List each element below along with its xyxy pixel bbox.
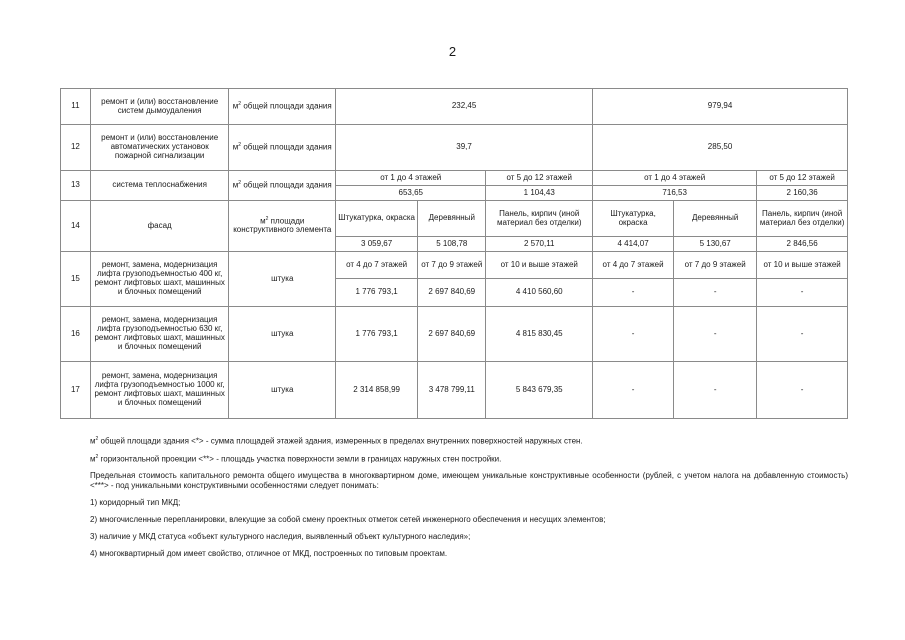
value-cell: 4 410 560,60 [486, 279, 593, 307]
floor-range-header: от 10 и выше этажей [486, 252, 593, 279]
floor-range-header: от 1 до 4 этажей [593, 171, 757, 186]
page-number: 2 [448, 44, 457, 59]
table-row-16 [61, 307, 848, 362]
row-number: 11 [61, 89, 91, 125]
row-number: 13 [61, 171, 91, 201]
row-number: 17 [61, 362, 91, 419]
cost-table [60, 88, 848, 419]
footnotes [90, 436, 848, 566]
value-cell: 39,7 [336, 125, 593, 171]
floor-range-header: от 5 до 12 этажей [757, 171, 848, 186]
unit-cell: $м^2$ общей площади здания [229, 125, 336, 171]
row-number: 15 [61, 252, 91, 307]
value-cell: - [757, 362, 848, 419]
floor-range-header: от 4 до 7 этажей [593, 252, 674, 279]
value-cell: 3 478 799,11 [418, 362, 486, 419]
material-header: Штукатурка, окраска [336, 201, 418, 237]
value-cell: 3 059,67 [336, 237, 418, 252]
table-row-11 [61, 89, 848, 125]
table-row-13 [61, 171, 848, 186]
value-cell: 5 130,67 [674, 237, 757, 252]
material-header: Деревянный [418, 201, 486, 237]
material-header: Штукатурка, окраска [593, 201, 674, 237]
value-cell: 285,50 [593, 125, 848, 171]
unit-cell: штука [229, 252, 336, 307]
row-number: 12 [61, 125, 91, 171]
value-cell: 1 776 793,1 [336, 307, 418, 362]
footnote: $м^2$ горизонтальной проекции <**> - площадь участка поверхности земли в границах наружных стен постройки. [90, 453, 502, 464]
table-row-12 [61, 125, 848, 171]
floor-range-header: от 7 до 9 этажей [674, 252, 757, 279]
value-cell: - [593, 307, 674, 362]
footnote-list-item: 2) многочисленные перепланировки, влекущие за собой смену проектных отметок сетей инженерного обеспечения и несущих элементов; [90, 515, 606, 525]
unit-cell: $м^2$ общей площади здания [229, 171, 336, 201]
value-cell: 979,94 [593, 89, 848, 125]
floor-range-header: от 10 и выше этажей [757, 252, 848, 279]
value-cell: - [757, 279, 848, 307]
footnote-list-item: 4) многоквартирный дом имеет свойство, отличное от МКД, построенных по типовым проектам. [90, 549, 448, 559]
unit-cell: штука [229, 307, 336, 362]
table-row-15 [61, 252, 848, 279]
value-cell: - [674, 362, 757, 419]
row-number: 14 [61, 201, 91, 252]
value-cell: 2 697 840,69 [418, 279, 486, 307]
work-name: ремонт, замена, модернизация лифта грузоподъемностью 400 кг, ремонт лифтовых шахт, машинных и блочных помещений [90, 252, 229, 307]
value-cell: 2 697 840,69 [418, 307, 486, 362]
value-cell: 2 570,11 [486, 237, 593, 252]
floor-range-header: от 1 до 4 этажей [336, 171, 486, 186]
unit-cell: штука [229, 362, 336, 419]
value-cell: - [593, 279, 674, 307]
work-name: ремонт и (или) восстановление автоматических установок пожарной сигнализации [90, 125, 229, 171]
footnote: $м^2$ общей площади здания <*> - сумма площадей этажей здания, измеренных в пределах внутренних поверхностей наружных стен. [90, 436, 583, 446]
floor-range-header: от 4 до 7 этажей [336, 252, 418, 279]
footnote-list-item: 1) коридорный тип МКД; [90, 498, 181, 508]
work-name: ремонт, замена, модернизация лифта грузоподъемностью 1000 кг, ремонт лифтовых шахт, машинных и блочных помещений [90, 362, 229, 419]
material-header: Деревянный [674, 201, 757, 237]
value-cell: 4 414,07 [593, 237, 674, 252]
value-cell: 1 776 793,1 [336, 279, 418, 307]
value-cell: 653,65 [336, 186, 486, 201]
footnote-list-item: 3) наличие у МКД статуса «объект культурного наследия, выявленный объект культурного наследия»; [90, 532, 471, 542]
value-cell: 2 160,36 [757, 186, 848, 201]
footnote: Предельная стоимость капитального ремонта общего имущества в многоквартирном доме, имеющем уникальные конструктивные особенности (рублей, с учетом налога на добавленную стоимость) <***> - под уникальными конструктивными особенностями следует понимать: [90, 471, 848, 491]
value-cell: - [674, 307, 757, 362]
value-cell: - [593, 362, 674, 419]
floor-range-header: от 7 до 9 этажей [418, 252, 486, 279]
work-name: фасад [90, 201, 229, 252]
value-cell: 716,53 [593, 186, 757, 201]
floor-range-header: от 5 до 12 этажей [486, 171, 593, 186]
unit-cell: $м^2$ общей площади здания [229, 89, 336, 125]
value-cell: - [674, 279, 757, 307]
unit-cell: $м^2$ площади конструктивного элемента [229, 201, 336, 252]
value-cell: 5 108,78 [418, 237, 486, 252]
material-header: Панель, кирпич (иной материал без отделки) [757, 201, 848, 237]
value-cell: 2 314 858,99 [336, 362, 418, 419]
value-cell: 4 815 830,45 [486, 307, 593, 362]
value-cell: 232,45 [336, 89, 593, 125]
work-name: ремонт и (или) восстановление систем дымоудаления [90, 89, 229, 125]
row-number: 16 [61, 307, 91, 362]
value-cell: 5 843 679,35 [486, 362, 593, 419]
value-cell: - [757, 307, 848, 362]
value-cell: 1 104,43 [486, 186, 593, 201]
table-row-14 [61, 201, 848, 237]
table-row-17 [61, 362, 848, 419]
material-header: Панель, кирпич (иной материал без отделки) [486, 201, 593, 237]
value-cell: 2 846,56 [757, 237, 848, 252]
work-name: ремонт, замена, модернизация лифта грузоподъемностью 630 кг, ремонт лифтовых шахт, машинных и блочных помещений [90, 307, 229, 362]
work-name: система теплоснабжения [90, 171, 229, 201]
